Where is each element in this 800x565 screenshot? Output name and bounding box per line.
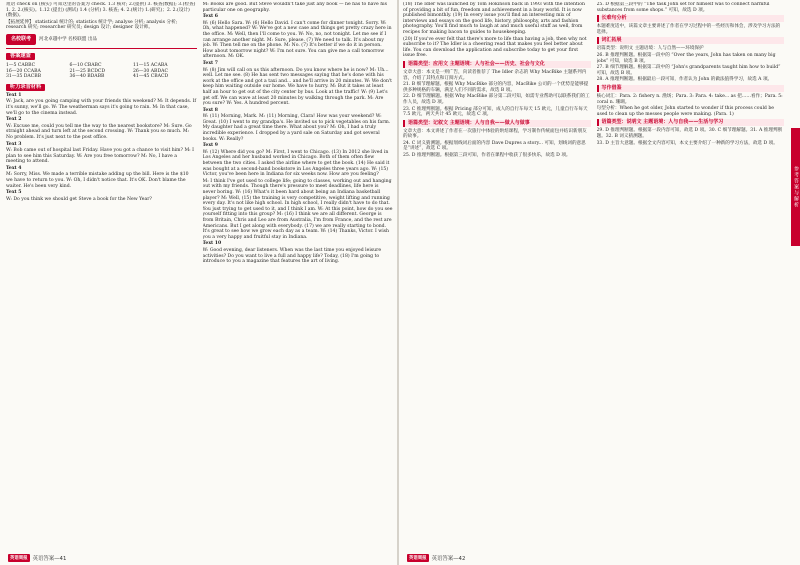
passage-paragraph: (20) If you've ever felt that there's more to life than having a job, then why not subscribe to it? The Idler is a cheering read that makes you feel better about life. You can download the application and subscribe today to get your first issue free. (403, 36, 587, 59)
answer-item: 6—10 CBABC (69, 62, 102, 68)
answer-item: 31—35 DACBB (6, 74, 42, 80)
answer-item: 21—25 BCDCD (69, 68, 106, 74)
genre-box: 语篇类型：应用文 主题语境：人与社会——历史、社会与文化 (403, 61, 591, 68)
tip-box: 词汇拓展 (597, 37, 785, 44)
passage-paragraph: (18) The Idler was launched by Tom Hokinson back in 1993 with the intention of providing a bit of fun, freedom and achievement in a busy world. It is now published bimonthly. (19) In every issue you'll find an interesting mix of interviews and essays on the good life, history, philosophy, arts and fashion photography. You'll find much to laugh at and much useful stuff as well, from recipes for making bacon to guides to housekeeping. (403, 2, 585, 35)
text-body: M: Books are good. But Steve wouldn't take just any book — he has to have his particular one on geography. (202, 2, 387, 13)
right-page (399, 0, 800, 565)
divider (6, 48, 197, 49)
answer-item: 26—30 ABDAC (133, 68, 168, 74)
text-heading: Text 10 (202, 241, 222, 247)
genre-box: 语篇类型：记叙文 主题语境：人与自我——做人与做事 (403, 120, 591, 127)
extension-paragraph: 【拓展延伸】 statistical 统计的; statistics 统计学; analyse 分析; analysis 分析; research 研究; researcher 研究员; design 设计; designer 设计师。 (6, 19, 178, 31)
right-footer (407, 554, 465, 562)
text-heading: Text 5 (6, 190, 22, 196)
explanation-item: 22. D 细节理解题。根据 Why MacBike 部分第二段可知，如需专业帮助可以联系我们的工作人员，故选 D 项。 (403, 94, 590, 105)
right-column-1 (403, 2, 591, 549)
explanation-item: 本题难度适中，该篇文章主要讲述了作者在学习过程中的一些经历和体会，涉及学习方法的选择。 (596, 24, 781, 35)
page-number: 英语答案—41 (32, 556, 67, 562)
left-column-2 (203, 2, 394, 549)
text-body: M: Sorry, Miss. We made a terrible mistake adding up the bill. Here is the $10 we have to return to you. W: Oh, I didn't notice that. It's OK. Don't blame the waiter. He's been very kind. (6, 172, 189, 189)
explanation-item: 句型分析：When he got older, John started to wonder if this process could be used to clean up the messes people were making. (Para. 1) (596, 106, 774, 117)
text-body: W: (12) Where did you go? M: First, I went to Chicago. (13) In 2012 she lived in Los Angeles and her husband worked in Chicago. Both of them often flew between the two cities. I asked the airline where to get the book. (14) He said it was bought at a second-hand bookstore in Los Angeles three years ago. W: (15) Victor, you've been here in Indiana for six weeks now. How are you feeling? (202, 149, 390, 178)
logo-mark: 名校联考 (6, 34, 36, 45)
text-heading: Text 2 (6, 117, 22, 123)
text-body: W: Good evening, dear listeners. When was the last time you enjoyed leisure activities? Do you want to live a full and happy life? Today, (18) I'm going to introduce to you a magazine that features the art of living. (202, 247, 382, 265)
summary-paragraph: 文章大意：本文讲述了作者在一次旅行中体验的烘焙课程，学习制作传统面包并结识新朋友的故事。 (403, 128, 587, 140)
text-body: M: I think I've got used to college life; going to classes, working out and hanging out with my friends. Though there's pressure to meet deadlines, life here is never boring. W: (16) What's it been hard about being an Indiana basketball player? M: Well, (15) the training is very competitive, weight lifting and running every day. It's not like high school. In high school, I really didn't have to do that. You just trying to get used to it, and I think I am. W: At this point, how do you see yourself fitting into this group? M: (16) I think we are all different. George is from Britain, Chris and Leo are from Australia, I'm from France, and the rest are Americans. But I get along with everybody. (17) we are really starting to bond. It's great to see how we grow each day as a team. W: (14) Thanks, Victor. I wish you a very happy and fruitful stay in Indiana. (202, 178, 393, 240)
text-heading: Text 3 (6, 141, 22, 147)
text-body: W: Bob came out of hospital last Friday. Have you got a chance to visit him? M: I plan to see him this Saturday. W: Are you free tomorrow? M: No, I have a meeting to attend. (6, 148, 194, 165)
explanation-item: 33. D 主旨大意题。根据全文内容可知，本文主要介绍了一种新的学习方法，故选 D 项。 (596, 140, 778, 146)
tip-box: 写作借鉴 (597, 85, 785, 92)
answer-item: 16—20 CCABA (6, 68, 41, 74)
text-heading: Text 6 (202, 14, 218, 20)
text-heading: Text 4 (6, 165, 22, 171)
text-body: W: Excuse me, could you tell me the way to the nearest bookstore? M: Sure. Go straight ahead and turn left at the second crossing. W: Thank you so much. M: No problem. It's just next to the post office. (6, 123, 192, 140)
left-column-1 (6, 2, 197, 549)
explanation-item: 28. A 推理判断题。根据最后一段可知，作者认为 John 的做法值得学习，故选 A 项。 (596, 77, 773, 83)
explanation-item: 语篇类型：说明文 主题语境：人与自然——环境保护 (596, 46, 704, 52)
text-body: W: Jack, are you going camping with your friends this weekend? M: It depends. If it's sunny, we'll go. W: The weatherman says it's going to rain. M: In that case, we'll go to the cinema instead. (6, 99, 197, 116)
explanation-item: 24. C 词义猜测题。根据划线词后面的内容 Dave Dupres a story... 可知，划线词的意思是“讲述”，故选 C 项。 (403, 140, 586, 152)
left-footer (8, 554, 66, 562)
explanation-item: 27. B 细节理解题。根据第二段中的 “John's grandparents taught him how to build” 可知，故选 B 项。 (596, 65, 781, 76)
text-body: W: (6) Hello Sara. W: (6) Hello David. I can't come for dinner tonight. Sorry. W: Oh, what happened? W: We've got a new case and things get pretty crazy here in the office. M: Well, then I'll come to you. W: No, no, not tonight. Let me see if I can arrange another night. M: Sure, please. (7) We need to talk. It's about my job. W: Then tell me on the phone. M: No. (7) It's better if we do it in person. How about tomorrow night? W: I'm not sure. You can give me a call tomorrow afternoon. M: OK. (202, 20, 392, 60)
side-tab: 参考答案与解析 (791, 128, 800, 246)
text-body: W: Do you think we should get Steve a book for the New Year? (6, 196, 152, 202)
answer-grid (6, 63, 197, 80)
tip-box: 长难句分析 (597, 15, 785, 22)
summary-paragraph: 文章大意：本文是一则广告，向读者推荐了 The Idler 杂志的 Why MacBike 主题系列内容，介绍了其特点和订阅方式。 (403, 69, 587, 81)
text-heading: Text 8 (202, 107, 218, 113)
answer-item: 41—45 CBACD (133, 74, 169, 80)
explanation-item: 核心词汇：Para. 2: fishery n. 渔场；Para. 3: Para. 4: take... as 把……看作；Para. 5: coral n. 珊瑚。 (596, 93, 783, 105)
genre-box: 语篇类型：说明文 主题语境：人与自我——生活与学习 (597, 119, 785, 126)
explanation-item: 25. D 推理判断题。根据第三段可知，作者在课程中收获了很多快乐，故选 D 项。 (403, 153, 571, 159)
answers-section-title: 答案速查 (6, 53, 35, 60)
vocab-paragraph: 短语 check on (核实) 可知这里的答案为 check. 1.3 核对; 2.(提供) 3. 核查(数据); 3.(检查) 1. 2. 2.(核实)。1.12 (提出) (测试) 1.4 (分析) 3. 核查; 4. 2.(统计) 1.(研究)；2. 2.(设计) (数据)。 (6, 2, 196, 19)
publisher-logo (6, 34, 197, 45)
listening-section-title: 听力录音材料 (6, 84, 45, 91)
explanation-item: 26. B 推理判断题。根据第一段中的 “Over the years, John has taken on many big jobs” 可知，故选 B 项。 (596, 52, 776, 64)
page-number: 英语答案—42 (431, 556, 466, 562)
explanation-item: 23. C 推理判断题。根据 Pricing 部分可知，成人的自行车每天 15 欧元，儿童自行车每天 7.5 欧元，两天共计 45 欧元，故选 C 项。 (403, 106, 588, 118)
text-heading: Text 1 (6, 92, 22, 98)
answer-item: 11—15 ACABA (133, 62, 168, 68)
footer-badge: 英语周报 (409, 556, 427, 561)
explanation-item: 25. D 根据第三段中的 “The task John set for himself was to connect harmful substances from some shops.” 可知，故选 D 项。 (596, 2, 770, 13)
left-page (0, 0, 397, 565)
logo-text: 河北卓越中学 名校联盟 出品 (39, 36, 98, 42)
answer-item: 36—40 BDABB (69, 74, 105, 80)
text-body: W: (11) Morning, Mark. M: (11) Morning, Clara! How was your weekend? W: Great. (10) I went to my grandpa's. He invited us to pick vegetables on his farm. My daughter had a great time there. What about you? M: Oh, I had a truly incredible experience. I dropped by a yard sale on Saturday and got several books. W: Really? (202, 114, 391, 142)
right-column-2 (597, 2, 785, 549)
text-body: W: (8) Jim will call on us this afternoon. Do you know where he is now? M: Uh... well. Let me see. (8) He has sent two messages saying that he's done with his work at the office and got a taxi and... and he'll arrive in 20 minutes. W: We don't keep him waiting outside our home. We have to hurry. M: But it takes at least half an hour to get out of the city center by bus. Look at the traffic! W: (9) Let's get off. We can wave at least 20 minutes by walking through the park. M: Are you sure? W: Yes. A hundred percent. (202, 67, 393, 107)
answer-item: 1—5 CABBC (6, 62, 36, 68)
footer-badge: 英语周报 (10, 556, 28, 561)
text-heading: Text 9 (202, 143, 218, 149)
explanation-item: 21. B 细节理解题。根据 Why MacBike 部分的内容，MacBike 公司的一个优势是能够提供多种规格的车辆，满足人们不同的需求，故选 B 项。 (403, 82, 589, 93)
text-heading: Text 7 (202, 60, 218, 66)
explanation-item: 29. D 推理判断题。根据第一段内容可知，故选 D 项。30. C 细节理解题。31. A 推理判断题。32. B 词义猜测题。 (596, 128, 783, 139)
